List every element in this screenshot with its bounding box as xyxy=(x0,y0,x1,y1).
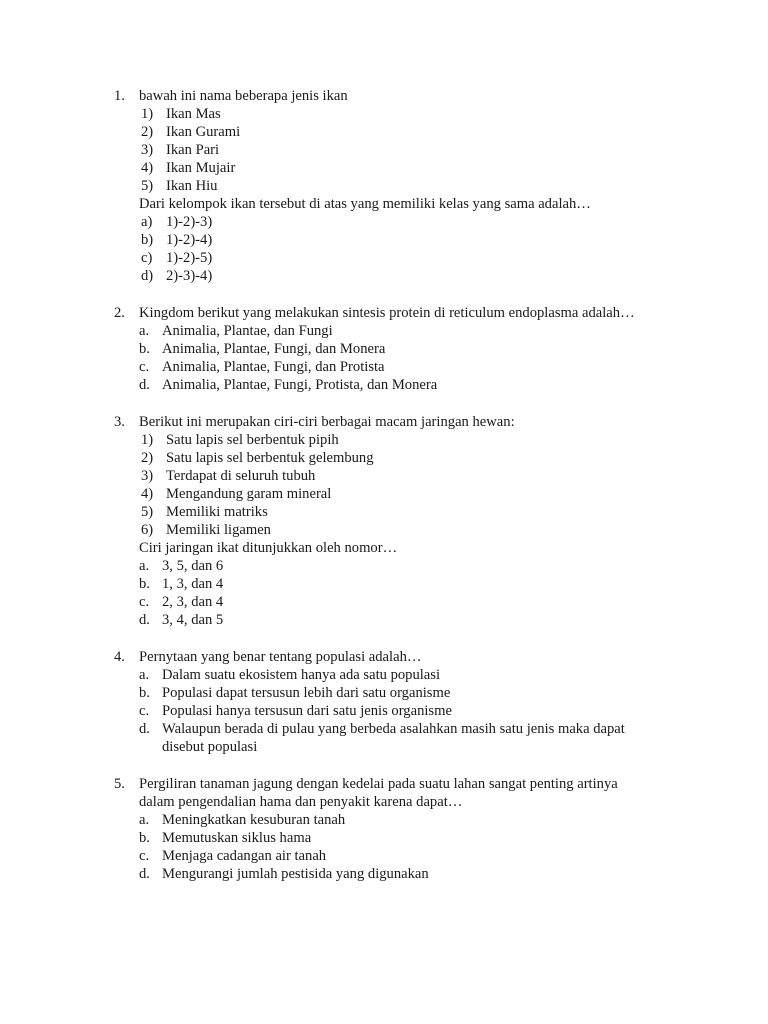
option-marker: b. xyxy=(139,830,150,846)
question-number: 4. xyxy=(114,649,125,665)
option-marker: c. xyxy=(139,703,150,719)
option-marker: d. xyxy=(139,377,150,393)
option-text: Populasi hanya tersusun dari satu jenis organisme xyxy=(162,703,452,719)
item-marker: 4) xyxy=(141,160,154,176)
option-marker: b. xyxy=(139,685,150,701)
question-number: 1. xyxy=(114,88,125,104)
item-text: Ikan Mas xyxy=(166,106,221,122)
option-marker: a. xyxy=(139,667,150,683)
option-text: Menjaga cadangan air tanah xyxy=(162,848,327,864)
option-text: 1)-2)-4) xyxy=(166,232,213,248)
item-text: Ikan Pari xyxy=(166,142,220,158)
option-text: 2, 3, dan 4 xyxy=(162,594,224,610)
question-stem: Kingdom berikut yang melakukan sintesis protein di reticulum endoplasma adalah… xyxy=(139,305,635,321)
question-prompt: Ciri jaringan ikat ditunjukkan oleh nomor… xyxy=(139,540,398,556)
option-text: 2)-3)-4) xyxy=(166,268,213,284)
option-marker: d. xyxy=(139,866,150,882)
option-marker: a. xyxy=(139,812,150,828)
option-text: Animalia, Plantae, Fungi, Protista, dan Monera xyxy=(162,377,438,393)
item-text: Satu lapis sel berbentuk pipih xyxy=(166,432,339,448)
item-marker: 3) xyxy=(141,468,154,484)
item-marker: 4) xyxy=(141,486,154,502)
option-text: Meningkatkan kesuburan tanah xyxy=(162,812,346,828)
option-text: Memutuskan siklus hama xyxy=(162,830,312,846)
question-stem: Berikut ini merupakan ciri-ciri berbagai macam jaringan hewan: xyxy=(139,414,515,430)
option-marker: c. xyxy=(139,594,150,610)
option-text: 1, 3, dan 4 xyxy=(162,576,224,592)
option-text: Animalia, Plantae, Fungi, dan Monera xyxy=(162,341,386,357)
item-marker: 1) xyxy=(141,432,154,448)
option-text: 3, 5, dan 6 xyxy=(162,558,224,574)
option-marker: c. xyxy=(139,359,150,375)
option-marker: b. xyxy=(139,341,150,357)
item-marker: 2) xyxy=(141,124,154,140)
item-text: Ikan Mujair xyxy=(166,160,236,176)
item-text: Ikan Gurami xyxy=(166,124,241,140)
option-text: 1)-2)-3) xyxy=(166,214,213,230)
question-number: 5. xyxy=(114,776,125,792)
item-text: Terdapat di seluruh tubuh xyxy=(166,468,316,484)
question-number: 2. xyxy=(114,305,125,321)
question-stem: Pergiliran tanaman jagung dengan kedelai pada suatu lahan sangat penting artinya xyxy=(139,776,618,792)
item-text: Mengandung garam mineral xyxy=(166,486,332,502)
option-marker: b) xyxy=(141,232,154,248)
option-marker: a. xyxy=(139,558,150,574)
option-text: Populasi dapat tersusun lebih dari satu organisme xyxy=(162,685,451,701)
option-marker: d) xyxy=(141,268,154,284)
option-marker: d. xyxy=(139,612,150,628)
item-marker: 3) xyxy=(141,142,154,158)
option-marker: a) xyxy=(141,214,153,230)
option-marker: b. xyxy=(139,576,150,592)
item-marker: 5) xyxy=(141,504,154,520)
option-text: Animalia, Plantae, Fungi, dan Protista xyxy=(162,359,385,375)
option-text: Animalia, Plantae, dan Fungi xyxy=(162,323,333,339)
option-marker: c. xyxy=(139,848,150,864)
item-text: Memiliki matriks xyxy=(166,504,268,520)
item-marker: 6) xyxy=(141,522,154,538)
item-marker: 5) xyxy=(141,178,154,194)
option-marker: c) xyxy=(141,250,153,266)
option-text: Dalam suatu ekosistem hanya ada satu populasi xyxy=(162,667,441,683)
question-prompt: Dari kelompok ikan tersebut di atas yang memiliki kelas yang sama adalah… xyxy=(139,196,591,212)
option-text-continuation: disebut populasi xyxy=(162,739,258,755)
option-marker: d. xyxy=(139,721,150,737)
question-stem: Pernytaan yang benar tentang populasi adalah… xyxy=(139,649,422,665)
question-number: 3. xyxy=(114,414,125,430)
item-marker: 2) xyxy=(141,450,154,466)
option-text: 1)-2)-5) xyxy=(166,250,213,266)
item-marker: 1) xyxy=(141,106,154,122)
question-stem: bawah ini nama beberapa jenis ikan xyxy=(139,88,348,104)
question-stem-continuation: dalam pengendalian hama dan penyakit karena dapat… xyxy=(139,794,463,810)
item-text: Satu lapis sel berbentuk gelembung xyxy=(166,450,374,466)
item-text: Memiliki ligamen xyxy=(166,522,271,538)
option-marker: a. xyxy=(139,323,150,339)
option-text: Walaupun berada di pulau yang berbeda asalahkan masih satu jenis maka dapat xyxy=(162,721,625,737)
option-text: 3, 4, dan 5 xyxy=(162,612,224,628)
item-text: Ikan Hiu xyxy=(166,178,218,194)
option-text: Mengurangi jumlah pestisida yang digunakan xyxy=(162,866,429,882)
